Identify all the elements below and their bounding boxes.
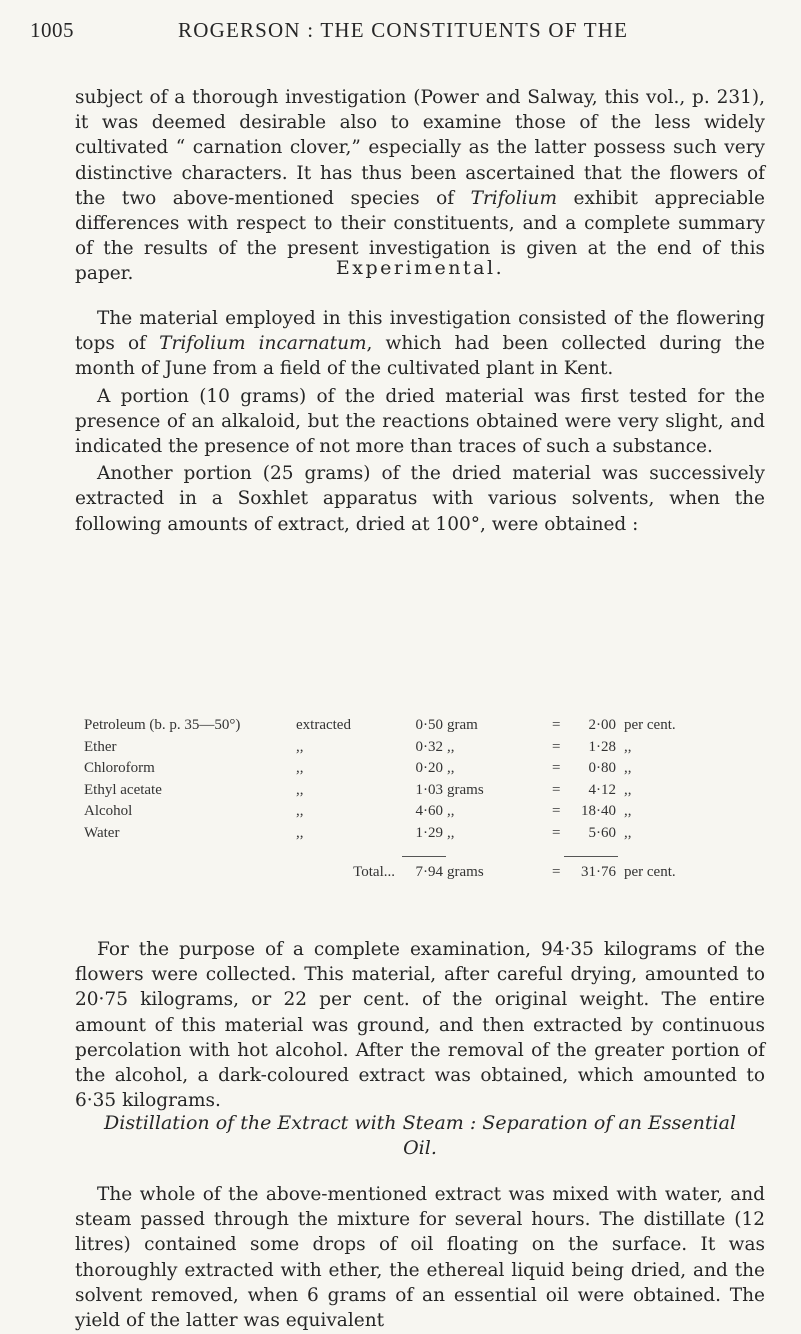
- total-unit: grams: [447, 864, 484, 880]
- total-percent: 31·76: [581, 864, 616, 880]
- equals-cell: =: [552, 824, 561, 841]
- percent-cell: 1·28: [588, 738, 616, 755]
- solvent-cell: Ethyl acetate: [84, 781, 162, 798]
- page-header: [30, 18, 771, 48]
- intro-text-b: exhibit appreciable differences with respect to their constituents, and a complete summary of the results of the present investigation is given at the end of this paper.: [75, 187, 765, 285]
- running-title: ROGERSON : THE CONSTITUENTS OF THE: [178, 18, 629, 42]
- p2-text-b: , which had been collected during the month of June from a field of the cultivated plant in Kent.: [75, 333, 765, 380]
- p6-block: [75, 1182, 765, 1333]
- p2-text-a: The material employed in this investigation consisted of the flowering tops of: [75, 308, 765, 355]
- amount-cell: 0·20: [415, 760, 443, 776]
- percent-unit-cell: ,,: [624, 738, 632, 755]
- percent-cell: 18·40: [581, 803, 616, 819]
- p5-paragraph: For the purpose of a complete examination, 94·35 kilograms of the flowers were collected. This material, after careful drying, amounted to 20·75 kilograms, or 22 per cent. of the original weight. The entire amount of this material was ground, and then extracted by continuous percolation with hot alcohol. After the removal of the greater portion of the alcohol, a dark-coloured extract was obtained, which amounted to 6·35 kilograms.: [75, 939, 765, 1112]
- p6-paragraph: The whole of the above-mentioned extract was mixed with water, and steam passed through the mixture for several hours. The distillate (12 litres) contained some drops of oil floating on the surface. It was thoroughly extracted with ether, the ethereal liquid being dried, and the solvent removed, when 6 grams of an essential oil were obtained. The yield of the latter was equivalent: [75, 1184, 765, 1332]
- percent-unit-cell: per cent.: [624, 717, 676, 733]
- amount-cell: 4·60: [415, 803, 443, 819]
- p3-paragraph: A portion (10 grams) of the dried material was first tested for the presence of an alkaloid, but the reactions obtained were very slight, and indicated the presence of not more than traces of such a substance.: [75, 385, 765, 458]
- solvent-cell: Chloroform: [84, 760, 155, 776]
- section-heading: [75, 257, 765, 279]
- total-amount: 7·94: [415, 864, 443, 880]
- table-row: [84, 717, 774, 737]
- percent-unit-cell: ,,: [624, 803, 632, 819]
- total-row: [84, 864, 774, 884]
- table-row: [84, 760, 774, 780]
- unit-cell: ,,: [447, 738, 455, 755]
- total-percent-unit: per cent.: [624, 864, 676, 880]
- total-rule: [402, 856, 446, 857]
- experimental-body: [75, 306, 765, 537]
- extracted-cell: extracted: [296, 717, 351, 733]
- p5-block: [75, 937, 765, 1113]
- p4-paragraph: Another portion (25 grams) of the dried material was successively extracted in a Soxhlet apparatus with various solvents, when the following amounts of extract, dried at 100°, were obtained :: [75, 463, 765, 535]
- p2-species: Trifolium incarnatum: [159, 333, 367, 355]
- solvent-cell: Alcohol: [84, 803, 133, 819]
- amount-cell: 0·32: [415, 738, 443, 755]
- percent-cell: 0·80: [588, 760, 616, 776]
- solvent-cell: Water: [84, 824, 120, 841]
- page-number: 1005: [30, 18, 74, 42]
- amount-cell: 1·29: [415, 824, 443, 841]
- extracted-cell: ,,: [296, 803, 304, 819]
- table-row: [84, 739, 774, 759]
- intro-text-a: subject of a thorough investigation (Power and Salway, this vol., p. 231), it was deemed desirable also to examine those of the less widely cultivated “ carnation clover,” especially as the latter possess such very distinctive characters. It has thus been ascertained that the flowers of the two above-mentioned species of: [75, 87, 765, 209]
- extracted-cell: ,,: [296, 824, 304, 841]
- percent-cell: 4·12: [588, 781, 616, 798]
- equals-cell: =: [552, 760, 561, 776]
- subsection-heading-line2: Oil.: [403, 1137, 437, 1159]
- unit-cell: ,,: [447, 824, 455, 841]
- table-row: [84, 803, 774, 823]
- percent-unit-cell: ,,: [624, 760, 632, 776]
- percent-cell: 5·60: [588, 824, 616, 841]
- extract-table: [84, 717, 774, 927]
- subsection-heading-line1: Distillation of the Extract with Steam : Separation of an Essential: [104, 1112, 736, 1134]
- unit-cell: ,,: [447, 803, 455, 819]
- table-row: [84, 825, 774, 845]
- equals-cell: =: [552, 738, 561, 755]
- total-label: Total...: [353, 864, 395, 880]
- percent-unit-cell: ,,: [624, 781, 632, 798]
- unit-cell: gram: [447, 717, 478, 733]
- extracted-cell: ,,: [296, 760, 304, 776]
- unit-cell: grams: [447, 781, 484, 798]
- equals-cell: =: [552, 803, 561, 819]
- unit-cell: ,,: [447, 760, 455, 776]
- subsection-heading: [75, 1111, 765, 1161]
- percent-unit-cell: ,,: [624, 824, 632, 841]
- table-row: [84, 782, 774, 802]
- intro-genus: Trifolium: [470, 187, 557, 209]
- amount-cell: 1·03: [415, 781, 443, 798]
- percent-cell: 2·00: [588, 717, 616, 733]
- solvent-cell: Ether: [84, 738, 117, 755]
- total-rule: [564, 856, 618, 857]
- amount-cell: 0·50: [415, 717, 443, 733]
- equals-cell: =: [552, 717, 561, 733]
- total-equals: =: [552, 864, 561, 880]
- equals-cell: =: [552, 781, 561, 798]
- solvent-cell: Petroleum (b. p. 35—50°): [84, 717, 241, 733]
- section-heading-text: Experimental.: [335, 257, 505, 279]
- extracted-cell: ,,: [296, 781, 304, 798]
- extracted-cell: ,,: [296, 738, 304, 755]
